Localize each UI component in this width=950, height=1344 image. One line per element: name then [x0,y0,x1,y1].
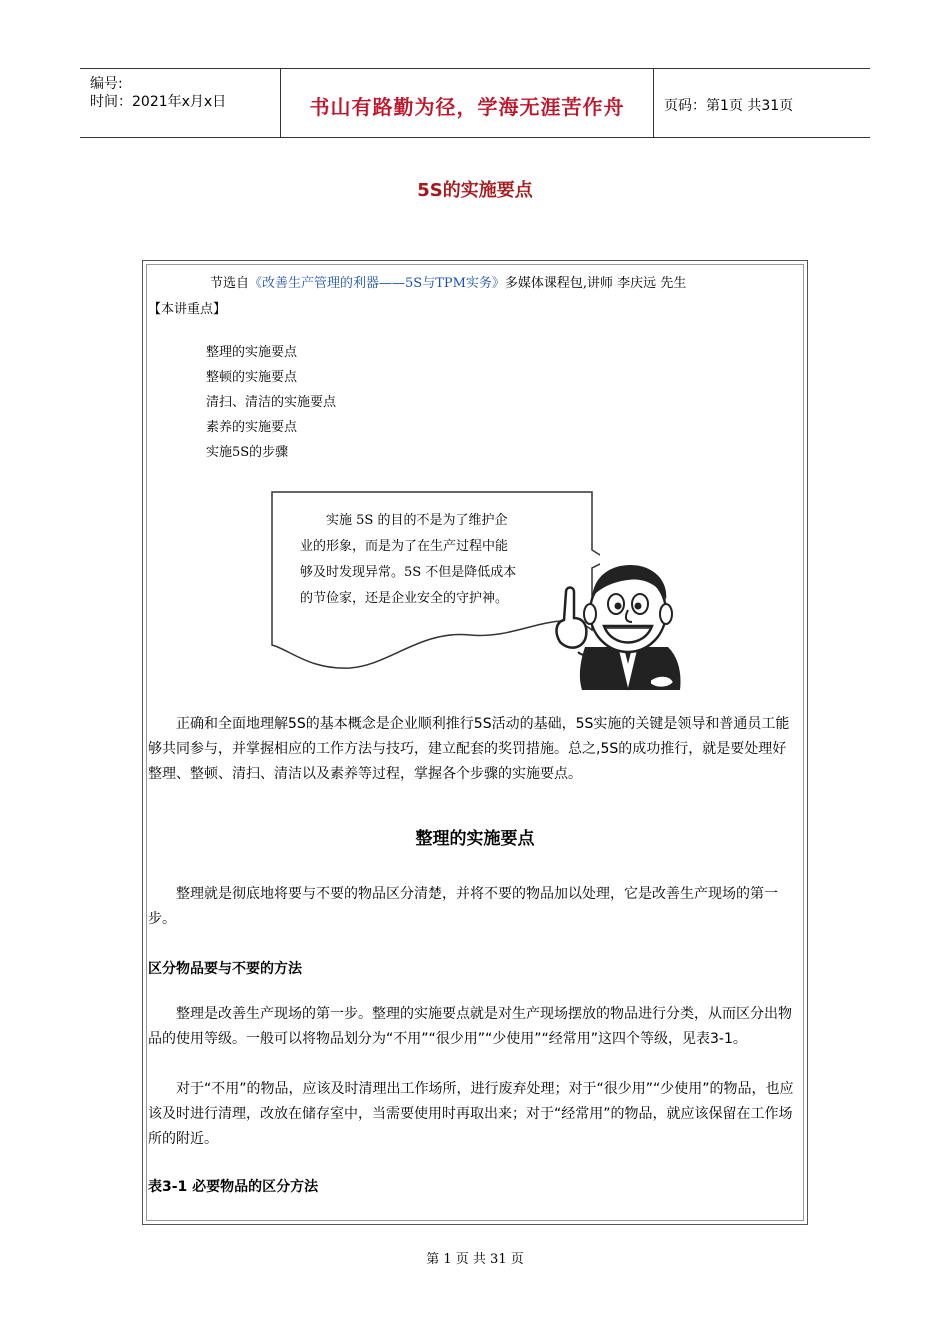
outline-item: 整理的实施要点 [206,345,298,360]
table-caption: 表3-1 必要物品的区分方法 [148,1179,319,1195]
outline-item: 清扫、清洁的实施要点 [206,395,337,410]
subsection-paragraph-1: 整理是改善生产现场的第一步。整理的实施要点就是对生产现场摆放的物品进行分类，从而区分出物品的使用等级。一般可以将物品划分为“不用”“很少用”“少使用”“经常用”这四个等级，见表3-1。 [148,1006,792,1047]
source-prefix: 节选自 [210,276,250,291]
callout-line: 够及时发现异常。5S 不但是降低成本 [300,565,517,580]
outline-list [206,344,336,469]
source-book-title: 《改善生产管理的利器——5S与TPM实务》 [249,276,505,291]
document-title: 5S的实施要点 [417,180,533,201]
outline-item: 素养的实施要点 [206,420,298,435]
time-label: 时间：2021年x月x日 [90,94,227,110]
source-suffix: 多媒体课程包,讲师 李庆远 先生 [504,276,687,291]
header-page-cell [654,69,870,137]
subsection-paragraph-2: 对于“不用”的物品，应该及时清理出工作场所，进行废弃处理；对于“很少用”“少使用”的物品，也应该及时进行清理，改放在储存室中，当需要使用时再取出来；对于“经常用”的物品，就应该保留在工作场所的附近。 [148,1081,794,1147]
outline-item: 实施5S的步骤 [206,445,289,460]
intro-paragraph: 正确和全面地理解5S的基本概念是企业顺利推行5S活动的基础，5S实施的关键是领导和普通员工能够共同参与，并掌握相应的工作方法与技巧，建立配套的奖罚措施。总之,5S的成功推行，就是要处理好整理、整顿、清扫、清洁以及素养等过程，掌握各个步骤的实施要点。 [148,716,790,782]
outline-item: 整顿的实施要点 [206,370,298,385]
callout-text [300,508,555,612]
source-line [210,272,686,291]
section-paragraph: 整理就是彻底地将要与不要的物品区分清楚，并将不要的物品加以处理，它是改善生产现场的第一步。 [148,886,778,927]
motto: 书山有路勤为径，学海无涯苦作舟 [309,95,625,119]
number-label: 编号: [90,76,123,92]
focus-label: 【本讲重点】 [148,302,227,317]
page-footer: 第 1 页 共 31 页 [426,1252,524,1267]
section-title: 整理的实施要点 [415,829,535,849]
callout-line: 的节俭家，还是企业安全的守护神。 [300,591,509,606]
header-motto-cell [281,69,654,137]
page-label: 页码：第1页 共31页 [664,98,794,114]
callout-line: 实施 5S 的目的不是为了维护企 [326,513,508,528]
document-header [80,68,870,138]
header-meta-cell [80,69,281,137]
subsection-title: 区分物品要与不要的方法 [148,961,302,977]
lecturer-cartoon-icon [540,552,690,692]
callout-line: 业的形象，而是为了在生产过程中能 [300,539,509,554]
